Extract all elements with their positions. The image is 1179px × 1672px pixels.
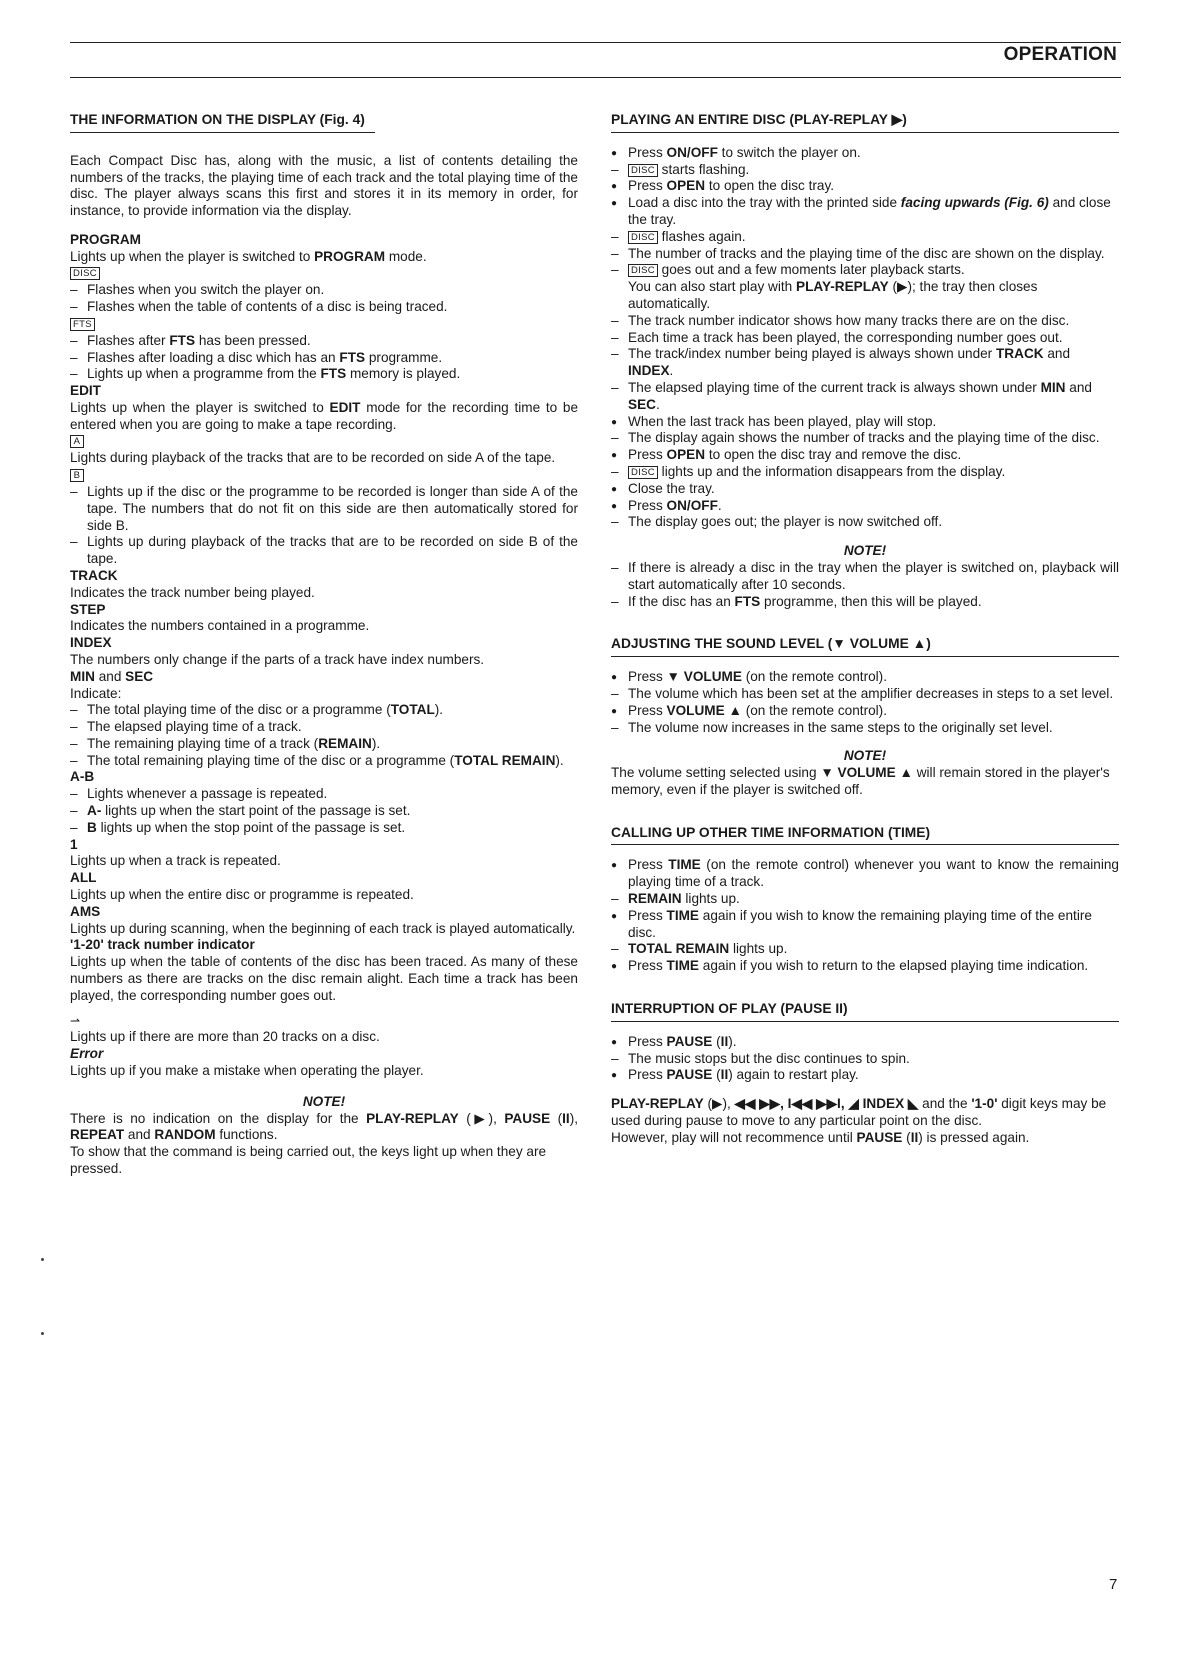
interruption-resume-text: However, play will not recommence until PAUSE (II) is pressed again. — [611, 1129, 1030, 1145]
index-label: INDEX — [70, 635, 112, 651]
interruption-keys-text: PLAY-REPLAY (▶), ◀◀ ▶▶, I◀◀ ▶▶I, ◢ INDEX ◣ and the '1-0' digit keys may be used during pause to move to any particular point on the disc. — [611, 1096, 1107, 1129]
list-item: ● Press PAUSE (II) again to restart play. — [611, 1067, 1119, 1084]
list-item: – The display goes out; the player is now switched off. — [611, 514, 1119, 531]
list-item: ● Press ▼ VOLUME (on the remote control). — [611, 669, 1119, 686]
more-tracks-text: Lights up if there are more than 20 tracks on a disc. — [70, 1029, 380, 1045]
header-top-rule — [70, 42, 1121, 43]
min-sec-indicate: Indicate: — [70, 685, 122, 701]
header-bottom-rule — [70, 77, 1121, 78]
note-title: NOTE! — [843, 748, 887, 764]
time-info-section — [611, 825, 1119, 975]
note-text: There is no indication on the display for the PLAY-REPLAY (▶), PAUSE (II), REPEAT and RANDOM functions. — [70, 1110, 579, 1143]
list-item: – The remaining playing time of a track (REMAIN). — [70, 736, 578, 753]
list-item: – The volume which has been set at the amplifier decreases in steps to a set level. — [611, 686, 1119, 703]
disc-indicator-icon: DISC — [628, 264, 658, 277]
list-item: – The display again shows the number of tracks and the playing time of the disc. — [611, 430, 1119, 447]
note-text-2: To show that the command is being carried out, the keys light up when they are pressed. — [70, 1144, 547, 1177]
repeat-one-text: Lights up when a track is repeated. — [70, 853, 281, 869]
list-item: – TOTAL REMAIN lights up. — [611, 941, 1119, 958]
list-item: – If the disc has an FTS programme, then this will be played. — [611, 594, 1119, 611]
list-item: – DISC goes out and a few moments later playback starts. You can also start play with PLAY-REPLAY (▶); the tray then closes automatically. — [611, 262, 1119, 312]
list-item: – Lights whenever a passage is repeated. — [70, 786, 578, 803]
note-text: The volume setting selected using ▼ VOLUME ▲ will remain stored in the player's memory, even if the player is switched off. — [611, 765, 1110, 797]
scan-speck — [41, 1258, 44, 1261]
list-item: – A- lights up when the start point of the passage is set. — [70, 803, 578, 820]
list-item: – The track number indicator shows how many tracks there are on the disc. — [611, 313, 1119, 330]
list-item: ● Close the tray. — [611, 481, 1119, 498]
list-item: ● Press OPEN to open the disc tray. — [611, 178, 1119, 195]
ab-label: A-B — [70, 769, 95, 785]
disc-indicator-icon: DISC — [628, 164, 658, 177]
side-a-text: Lights during playback of the tracks that are to be recorded on side A of the tape. — [70, 450, 556, 466]
error-label: Error — [70, 1046, 104, 1062]
track-indicator-label: '1-20' track number indicator — [70, 937, 255, 953]
sound-level-title: ADJUSTING THE SOUND LEVEL (▼ VOLUME ▲) — [611, 636, 1119, 657]
side-a-indicator-icon: A — [70, 434, 578, 451]
disc-indicator-icon: DISC — [70, 266, 578, 283]
ams-label: AMS — [70, 903, 101, 919]
info-display-intro: Each Compact Disc has, along with the music, a list of contents detailing the numbers of the tracks, the playing time of each track and the total playing time of the disc. The player always scans this first and stores it in its memory in order, for instance, to provide information via the display. — [70, 152, 578, 219]
edit-text: Lights up when the player is switched to EDIT mode for the recording time to be entered when you are going to make a tape recording. — [70, 399, 579, 432]
error-text: Lights up if you make a mistake when operating the player. — [70, 1063, 424, 1079]
list-item: – B lights up when the stop point of the passage is set. — [70, 820, 578, 837]
list-item: – REMAIN lights up. — [611, 891, 1119, 908]
index-text: The numbers only change if the parts of a track have index numbers. — [70, 651, 485, 667]
fts-indicator-icon: FTS — [70, 316, 578, 333]
list-item: – The volume now increases in the same steps to the originally set level. — [611, 720, 1119, 737]
list-item: ● Press OPEN to open the disc tray and remove the disc. — [611, 447, 1119, 464]
page-section-label: OPERATION — [1003, 44, 1117, 65]
list-item: – DISC flashes again. — [611, 229, 1119, 246]
info-display-title: THE INFORMATION ON THE DISPLAY (Fig. 4) — [70, 112, 375, 133]
list-item: – Flashes when the table of contents of a disc is being traced. — [70, 299, 578, 316]
list-item: – The track/index number being played is always shown under TRACK and INDEX. — [611, 346, 1119, 380]
left-column — [70, 112, 578, 1178]
list-item: – Lights up when a programme from the FTS memory is played. — [70, 366, 578, 383]
play-entire-section — [611, 112, 1119, 610]
edit-label: EDIT — [70, 383, 101, 399]
list-item: ● Press TIME (on the remote control) whenever you want to know the remaining playing time of a track. — [611, 857, 1119, 891]
all-text: Lights up when the entire disc or programme is repeated. — [70, 887, 414, 903]
disc-indicator-icon: DISC — [628, 231, 658, 244]
list-item: ● Press TIME again if you wish to know the remaining playing time of the entire disc. — [611, 908, 1119, 942]
play-entire-title: PLAYING AN ENTIRE DISC (PLAY-REPLAY ▶) — [611, 112, 1119, 133]
ams-text: Lights up during scanning, when the beginning of each track is played automatically. — [70, 920, 576, 936]
list-item: ● Press TIME again if you wish to return to the elapsed playing time indication. — [611, 958, 1119, 975]
list-item: ● Press PAUSE (II). — [611, 1034, 1119, 1051]
note-title: NOTE! — [302, 1093, 346, 1109]
page-number: 7 — [1109, 1576, 1118, 1593]
repeat-one-label: 1 — [70, 836, 78, 852]
program-label: PROGRAM — [70, 231, 141, 247]
list-item: – The music stops but the disc continues to spin. — [611, 1051, 1119, 1068]
list-item: ● Press ON/OFF to switch the player on. — [611, 145, 1119, 162]
program-text: Lights up when the player is switched to PROGRAM mode. — [70, 248, 427, 264]
track-label: TRACK — [70, 567, 118, 583]
track-indicator-text: Lights up when the table of contents of the disc has been traced. As many of these numbers as there are tracks on the disc remain alight. Each time a track has been played, the corresponding number goes out. — [70, 954, 578, 1003]
list-item: – The total playing time of the disc or a programme (TOTAL). — [70, 702, 578, 719]
list-item: – DISC starts flashing. — [611, 162, 1119, 179]
list-item: ● Press VOLUME ▲ (on the remote control). — [611, 703, 1119, 720]
side-b-indicator-icon: B — [70, 467, 578, 484]
track-text: Indicates the track number being played. — [70, 584, 315, 600]
interruption-section — [611, 1001, 1119, 1147]
sound-level-section — [611, 636, 1119, 798]
step-text: Indicates the numbers contained in a programme. — [70, 618, 370, 634]
min-sec-label: MIN and SEC — [70, 668, 154, 684]
list-item: – Lights up if the disc or the programme to be recorded is longer than side A of the tape. The numbers that do not fit on this side are then automatically stored for side B. — [70, 484, 578, 534]
list-item: – The number of tracks and the playing time of the disc are shown on the display. — [611, 246, 1119, 263]
list-item: – If there is already a disc in the tray when the player is switched on, playback will start automatically after 10 seconds. — [611, 560, 1119, 594]
step-label: STEP — [70, 601, 106, 617]
list-item: – The elapsed playing time of the current track is always shown under MIN and SEC. — [611, 380, 1119, 414]
list-item: – Lights up during playback of the tracks that are to be recorded on side B of the tape. — [70, 534, 578, 568]
list-item: – Each time a track has been played, the corresponding number goes out. — [611, 330, 1119, 347]
list-item: – Flashes after FTS has been pressed. — [70, 333, 578, 350]
note-title: NOTE! — [843, 543, 887, 559]
disc-indicator-icon: DISC — [628, 466, 658, 479]
list-item: – The total remaining playing time of the disc or a programme (TOTAL REMAIN). — [70, 753, 578, 770]
list-item: – The elapsed playing time of a track. — [70, 719, 578, 736]
right-column — [611, 112, 1119, 1173]
scan-speck — [41, 1332, 44, 1335]
list-item: – Flashes after loading a disc which has an FTS programme. — [70, 350, 578, 367]
list-item: – Flashes when you switch the player on. — [70, 282, 578, 299]
all-label: ALL — [70, 870, 97, 886]
list-item: – DISC lights up and the information disappears from the display. — [611, 464, 1119, 481]
list-item: ● Load a disc into the tray with the printed side facing upwards (Fig. 6) and close the tray. — [611, 195, 1119, 229]
time-info-title: CALLING UP OTHER TIME INFORMATION (TIME) — [611, 825, 1119, 846]
interruption-title: INTERRUPTION OF PLAY (PAUSE II) — [611, 1001, 1119, 1022]
list-item: ● When the last track has been played, play will stop. — [611, 414, 1119, 431]
list-item: ● Press ON/OFF. — [611, 498, 1119, 515]
more-tracks-arrow-icon: ⇀ — [70, 1013, 81, 1028]
